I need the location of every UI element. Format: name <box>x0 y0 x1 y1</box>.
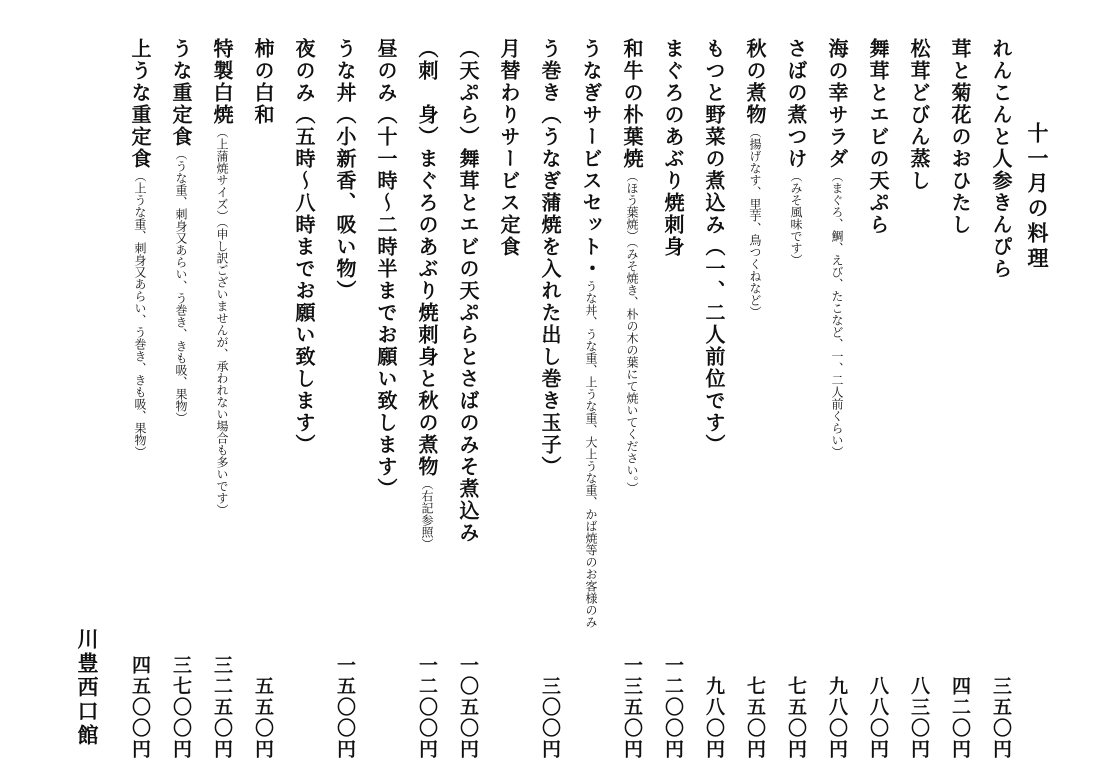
item-name: 茸と菊花のおひたし <box>948 38 972 236</box>
menu-item <box>654 0 694 764</box>
item-name: うな丼（小新香、吸い物） <box>333 38 357 302</box>
item-price: 一二〇〇円 <box>416 655 438 760</box>
item-price: 一五〇〇円 <box>334 655 356 760</box>
menu-item <box>203 0 243 764</box>
item-price: 一二〇〇円 <box>662 655 684 760</box>
item-price: 一〇五〇円 <box>457 655 479 760</box>
menu-item <box>736 0 776 764</box>
item-name: 夜のみ（五時～八時までお願い致します） <box>292 38 316 456</box>
item-price: 三五〇円 <box>990 676 1012 760</box>
item-price: 七五〇円 <box>785 676 807 760</box>
menu-item <box>941 0 981 764</box>
menu-item <box>408 0 448 764</box>
item-name: （刺 身）まぐろのあぶり焼刺身と秋の煮物（右記参照） <box>415 38 439 550</box>
item-name: 昼のみ（十一時～二時半までお願い致します） <box>374 38 398 500</box>
item-price: 八三〇円 <box>908 676 930 760</box>
item-name: まぐろのあぶり焼刺身 <box>661 38 685 258</box>
menu-item <box>244 0 284 764</box>
menu-item <box>900 0 940 764</box>
menu-item <box>531 0 571 764</box>
item-name: 柿の白和 <box>251 38 275 126</box>
item-name: 松茸どびん蒸し <box>907 38 931 192</box>
menu-item <box>982 0 1022 764</box>
item-name: 秋の煮物（揚げなす、里芋、鳥つくねなど） <box>743 38 767 318</box>
item-price: 三二五〇円 <box>211 655 233 760</box>
item-price: 九八〇円 <box>703 676 725 760</box>
menu-item <box>121 0 161 764</box>
item-price: 一三五〇円 <box>621 655 643 760</box>
menu-item <box>367 0 407 764</box>
menu-item <box>859 0 899 764</box>
item-price: 九八〇円 <box>826 676 848 760</box>
item-name: さばの煮つけ（みそ風味です） <box>784 38 808 266</box>
menu-item <box>490 0 530 764</box>
menu-item <box>818 0 858 764</box>
item-price: 八八〇円 <box>867 676 889 760</box>
item-name: 特製白焼（上蒲焼サイズ）（申し訳ございませんが、承われない場合も多いです） <box>210 38 234 516</box>
menu-item <box>449 0 489 764</box>
item-name: 海の幸サラダ（まぐろ、鯛、えび、たこなど、一、二人前くらい） <box>825 38 849 458</box>
item-name: う巻き（うなぎ蒲焼を入れた出し巻き玉子） <box>538 38 562 478</box>
menu-item <box>777 0 817 764</box>
menu-item <box>695 0 735 764</box>
item-name: 月替わりサービス定食 <box>497 38 521 258</box>
item-price: 三〇〇円 <box>539 676 561 760</box>
item-price: 四二〇円 <box>949 676 971 760</box>
item-name: 舞茸とエビの天ぷら <box>866 38 890 236</box>
menu-item <box>285 0 325 764</box>
item-price: 四五〇〇円 <box>129 655 151 760</box>
menu-item <box>572 0 612 764</box>
item-name: 和牛の朴葉焼（ほう葉焼）（みそ焼き、朴の木の葉にて焼いてください。） <box>620 38 644 494</box>
item-name: うなぎサービスセット・うな丼、うな重、上うな重、大上うな重、かば焼等のお客様のみ <box>579 38 603 628</box>
item-name: 上うな重定食（上うな重、刺身又あらい、う巻き、きも吸、果物） <box>128 38 152 458</box>
item-name: （天ぷら）舞茸とエビの天ぷらとさばのみそ煮込み <box>456 38 480 544</box>
shop-name: 川豊西口館 <box>75 628 100 748</box>
menu-title: 十一月の料理 <box>1025 122 1050 272</box>
item-price: 三七〇〇円 <box>170 655 192 760</box>
menu-item <box>162 0 202 764</box>
item-name: うな重定食（うな重、刺身又あらい、う巻き、きも吸、果物） <box>169 38 193 424</box>
item-price: 七五〇円 <box>744 676 766 760</box>
item-price: 五五〇円 <box>252 676 274 760</box>
menu-item <box>613 0 653 764</box>
item-name: れんこんと人参きんぴら <box>989 38 1013 280</box>
menu-item <box>326 0 366 764</box>
item-name: もつと野菜の煮込み（一、二人前位です） <box>702 38 726 456</box>
